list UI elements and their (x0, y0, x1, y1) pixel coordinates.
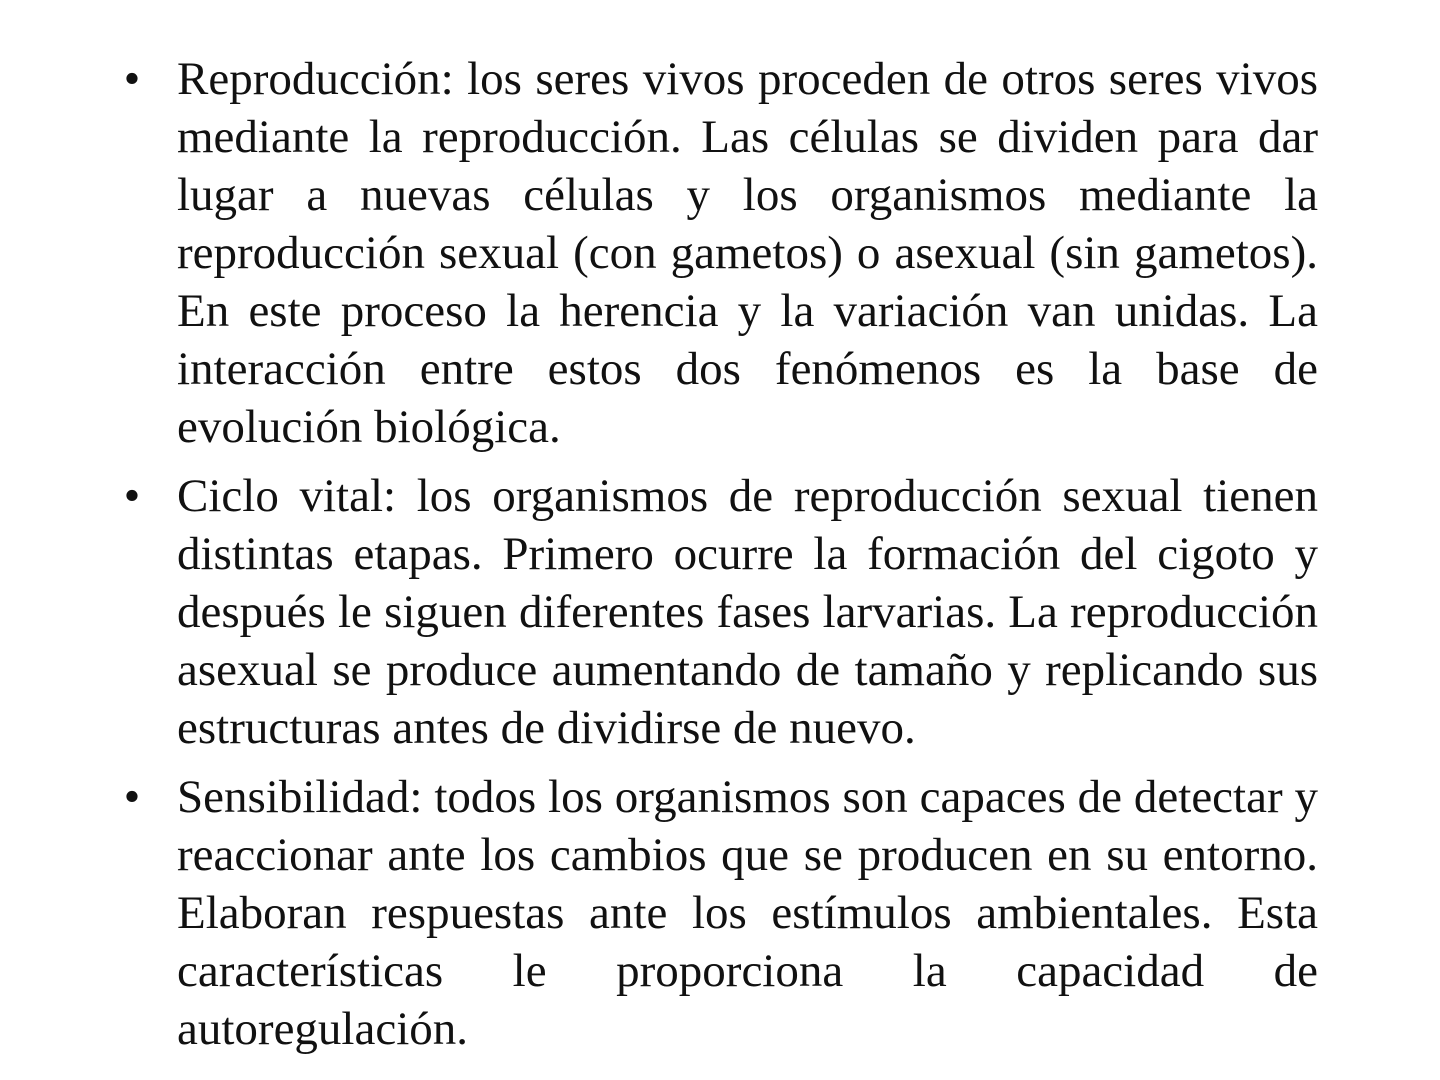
paragraph-text: Sensibilidad: todos los organismos son capaces de detectar y reaccionar ante los cambios que se producen en su entorno. Elaboran respuestas ante los estímulos ambientales. Esta características le proporciona la capacidad de autoregulación. (177, 771, 1318, 1055)
list-item-ciclo-vital (120, 467, 1318, 757)
paragraph-text: Ciclo vital: los organismos de reproducción sexual tienen distintas etapas. Primero ocurre la formación del cigoto y después le siguen diferentes fases larvarias. La reproducción asexual se produce aumentando de tamaño y replicando sus estructuras antes de dividirse de nuevo. (177, 470, 1318, 754)
bullet-icon: • (123, 771, 141, 823)
paragraph-text: Reproducción: los seres vivos proceden de otros seres vivos mediante la reproducción. Las células se dividen para dar lugar a nuevas células y los organismos mediante la reproducción sexual (con gametos) o asexual (sin gametos). En este proceso la herencia y la variación van unidas. La interacción entre estos dos fenómenos es la base de evolución biológica. (177, 53, 1318, 453)
bullet-list (120, 50, 1318, 1069)
list-item-sensibilidad (120, 768, 1318, 1058)
bullet-icon: • (123, 53, 141, 105)
bullet-icon: • (123, 470, 141, 522)
list-item-reproduccion (120, 50, 1318, 456)
